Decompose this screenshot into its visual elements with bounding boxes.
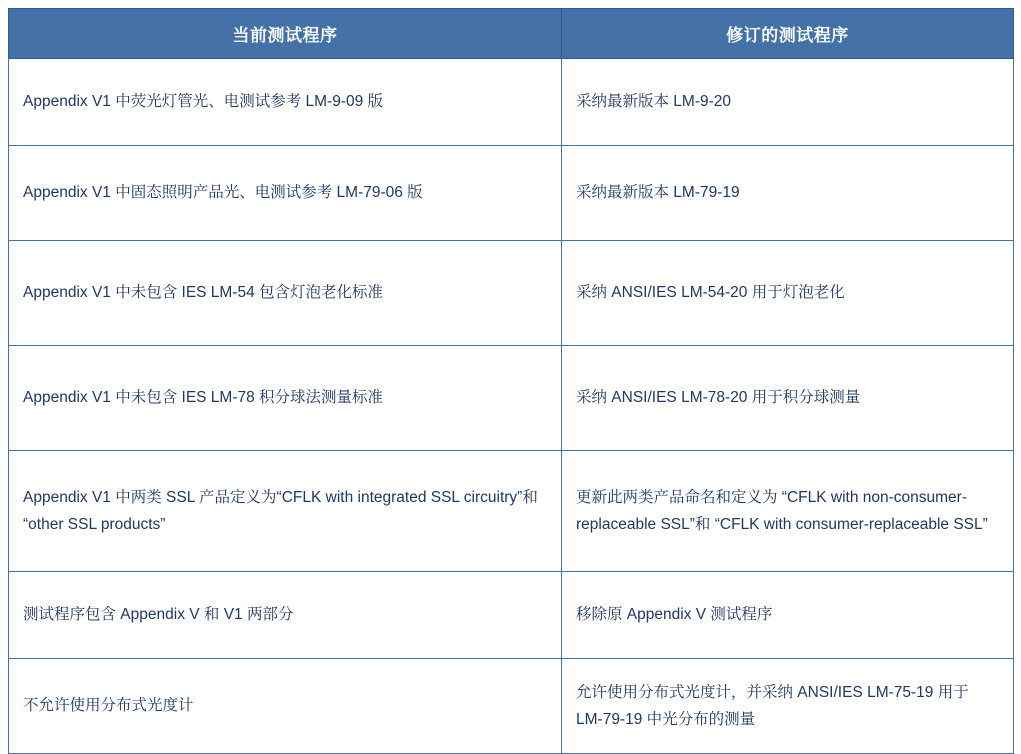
cell-current-procedure: 测试程序包含 Appendix V 和 V1 两部分 [9,572,562,659]
cell-revised-procedure: 采纳 ANSI/IES LM-54-20 用于灯泡老化 [562,241,1014,346]
table-row [9,59,1014,146]
cell-revised-procedure: 采纳最新版本 LM-9-20 [562,59,1014,146]
column-header-current: 当前测试程序 [9,9,562,59]
table-row [9,659,1014,754]
cell-revised-procedure: 移除原 Appendix V 测试程序 [562,572,1014,659]
cell-revised-procedure: 采纳最新版本 LM-79-19 [562,146,1014,241]
comparison-table [8,8,1014,754]
table-header-row [9,9,1014,59]
column-header-revised: 修订的测试程序 [562,9,1014,59]
table-row [9,572,1014,659]
cell-current-procedure: Appendix V1 中未包含 IES LM-54 包含灯泡老化标准 [9,241,562,346]
table-row [9,241,1014,346]
cell-revised-procedure: 允许使用分布式光度计，并采纳 ANSI/IES LM-75-19 用于 LM-79-19 中光分布的测量 [562,659,1014,754]
table-row [9,346,1014,451]
cell-revised-procedure: 更新此两类产品命名和定义为 “CFLK with non-consumer-replaceable SSL”和 “CFLK with consumer-replaceable SSL” [562,451,1014,572]
cell-current-procedure: 不允许使用分布式光度计 [9,659,562,754]
cell-revised-procedure: 采纳 ANSI/IES LM-78-20 用于积分球测量 [562,346,1014,451]
table-body [9,59,1014,754]
table-row [9,146,1014,241]
table-header [9,9,1014,59]
cell-current-procedure: Appendix V1 中荧光灯管光、电测试参考 LM-9-09 版 [9,59,562,146]
table-row [9,451,1014,572]
cell-current-procedure: Appendix V1 中未包含 IES LM-78 积分球法测量标准 [9,346,562,451]
cell-current-procedure: Appendix V1 中固态照明产品光、电测试参考 LM-79-06 版 [9,146,562,241]
cell-current-procedure: Appendix V1 中两类 SSL 产品定义为“CFLK with integrated SSL circuitry”和 “other SSL products” [9,451,562,572]
